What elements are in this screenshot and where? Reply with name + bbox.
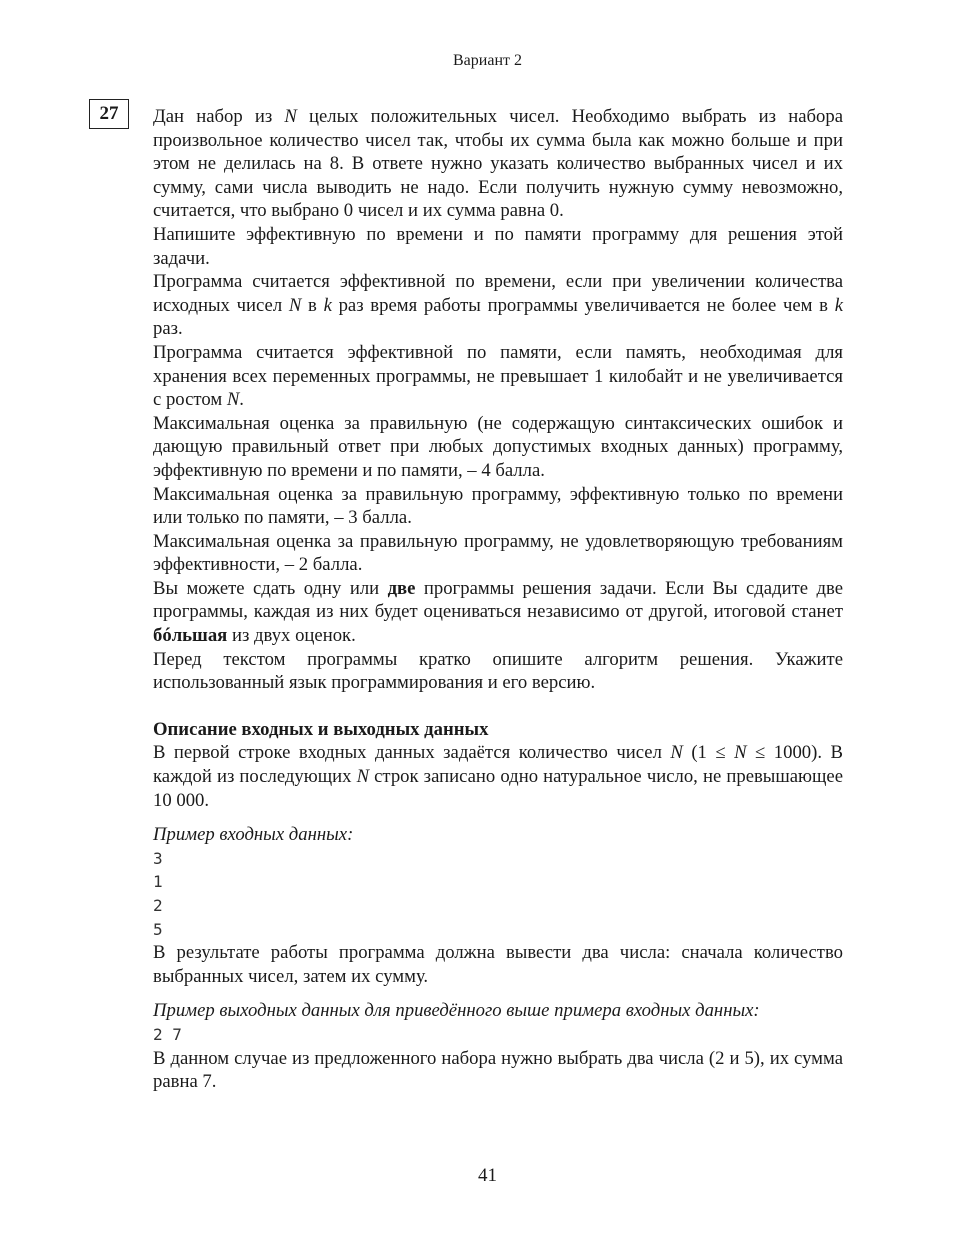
io-section-title: Описание входных и выходных данных: [153, 718, 489, 740]
input-example-label: Пример входных данных:: [153, 824, 354, 846]
io-paragraph-2: В результате работы программа должна вывести два числа: сначала количество выбранных чисел, затем их сумму.: [153, 942, 843, 987]
page-header: Вариант 2: [453, 52, 522, 69]
task-paragraph-2: Напишите эффективную по времени и по памяти программу для решения этой задачи.: [153, 223, 843, 269]
output-example-label: Пример выходных данных для приведённого выше примера входных данных:: [153, 1000, 760, 1022]
task-paragraph-5: Максимальная оценка за правильную (не содержащую синтаксических ошибок и дающую правильный ответ при любых допустимых входных данных) программу, эффективную по времени и по памяти, – 4 балла.: [153, 412, 843, 481]
task-number-box: 27: [89, 99, 129, 129]
task-content: [153, 105, 843, 1094]
task-paragraph-7: Максимальная оценка за правильную программу, не удовлетворяющую требованиям эффективности, – 2 балла.: [153, 530, 843, 576]
task-paragraph-1: Дан набор из N целых положительных чисел. Необходимо выбрать из набора произвольное количество чисел так, чтобы их сумма была как можно больше и при этом не делилась на 8. В ответе нужно указать количество выбранных чисел и их сумму, сами числа выводить не надо. Если получить нужную сумму невозможно, считается, что выбрано 0 чисел и их сумма равна 0.: [153, 106, 843, 222]
io-paragraph-1: В первой строке входных данных задаётся количество чисел N (1 ≤ N ≤ 1000). В каждой из последующих N строк записано одно натуральное число, не превышающее 10 000.: [153, 742, 843, 811]
task-paragraph-9: Перед текстом программы кратко опишите алгоритм решения. Укажите использованный язык программирования и его версию.: [153, 648, 843, 694]
task-paragraph-6: Максимальная оценка за правильную программу, эффективную только по времени или только по памяти, – 3 балла.: [153, 483, 843, 529]
input-line: 1: [153, 872, 163, 892]
task-paragraph-4: Программа считается эффективной по памяти, если память, необходимая для хранения всех переменных программы, не превышает 1 килобайт и не увеличивается с ростом N.: [153, 341, 843, 411]
output-line: 2 7: [153, 1024, 182, 1044]
io-paragraph-3: В данном случае из предложенного набора нужно выбрать два числа (2 и 5), их сумма равна 7.: [153, 1047, 843, 1093]
input-line: 5: [153, 919, 163, 939]
page-number: 41: [478, 1165, 497, 1186]
input-line: 2: [153, 896, 163, 915]
task-paragraph-3: Программа считается эффективной по времени, если при увеличении количества исходных чисел N в k раз время работы программы увеличивается не более чем в k раз.: [153, 271, 844, 340]
task-paragraph-8: Вы можете сдать одну или две программы решения задачи. Если Вы сдадите две программы, каждая из них будет оцениваться независимо от другой, итоговой станет бóльшая из двух оценок.: [153, 577, 844, 647]
input-line: 3: [153, 848, 163, 868]
